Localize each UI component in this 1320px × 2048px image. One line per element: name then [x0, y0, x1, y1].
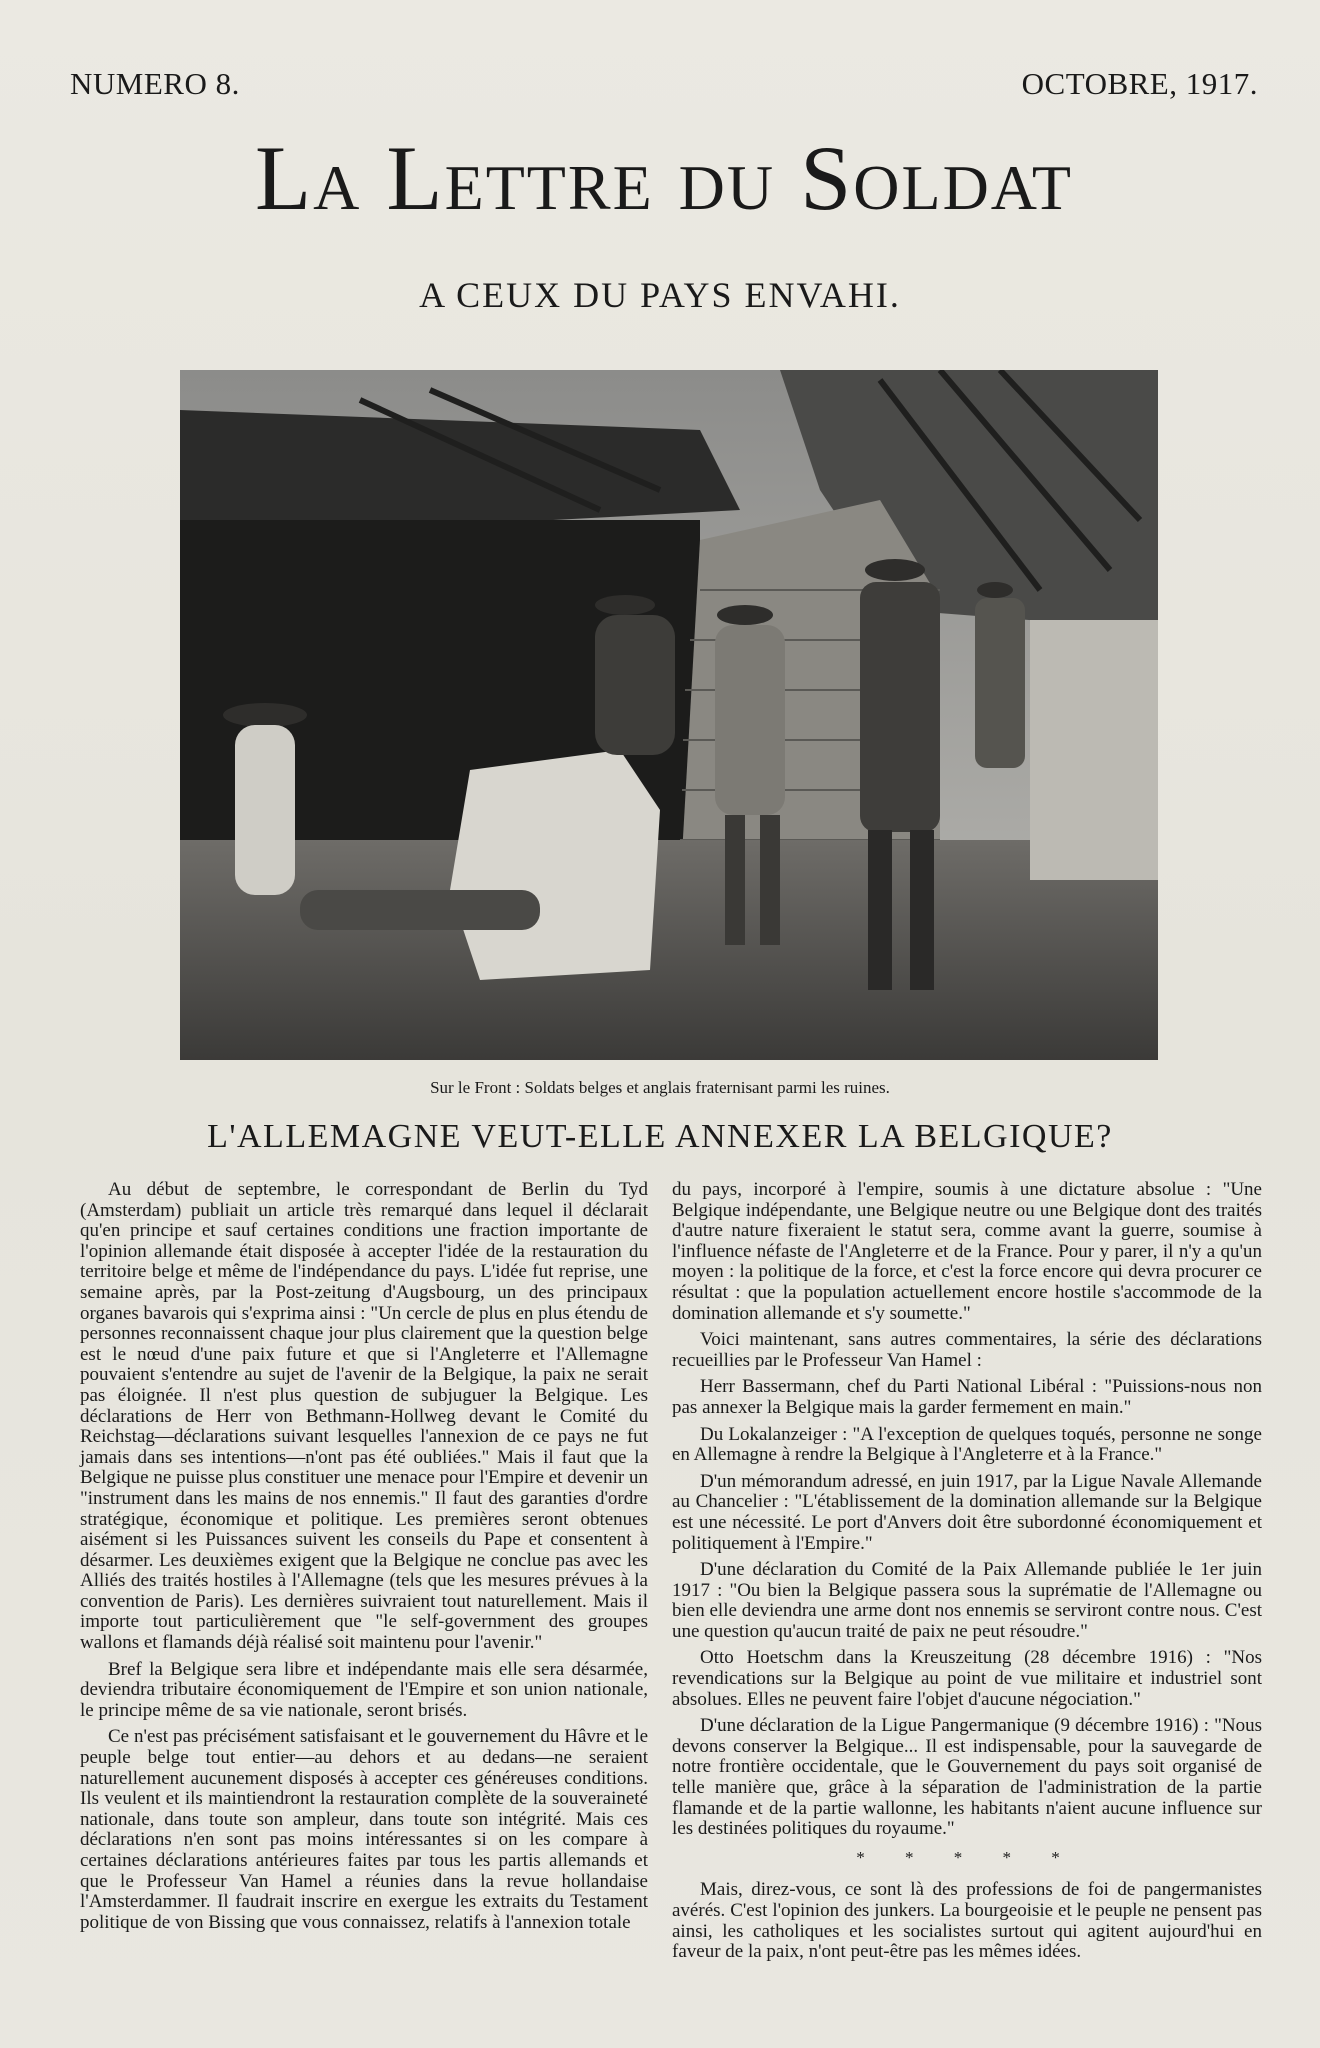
- article-column-right: [672, 1180, 1262, 1969]
- front-photograph: [180, 370, 1158, 1060]
- closing-paragraph: Mais, direz-vous, ce sont là des professions de foi de pangermanistes avérés. C'est l'opinion des junkers. La bourgeoisie et le peuple ne pensent pas ainsi, les catholiques et les socialistes surtout qui agitent aujourd'hui en faveur de la paix, n'ont peut-être pas les mêmes idées.: [672, 1879, 1262, 1963]
- article-column-left: [80, 1180, 648, 1939]
- issue-date: OCTOBRE, 1917.: [1021, 66, 1258, 101]
- masthead-subtitle: A CEUX DU PAYS ENVAHI.: [419, 275, 901, 315]
- article-paragraph: du pays, incorporé à l'empire, soumis à une dictature absolue : "Une Belgique indépendante, une Belgique neutre ou une Belgique dont des traités d'autre nature fixeraient le statut sera, comme avant la guerre, soumise à l'influence néfaste de l'Angleterre et de la France. Pour y parer, il n'y a qu'un moyen : la politique de la force, et c'est la force encore qui devra procurer ce résultat : que la population actuellement encore hostile s'accommode de la domination allemande et s'y soumette.": [672, 1179, 1262, 1324]
- article-paragraph: Otto Hoetschm dans la Kreuszeitung (28 décembre 1916) : "Nos revendications sur la Belgique au point de vue militaire et industriel sont absolues. Elles ne peuvent faire l'objet d'aucune négociation.": [672, 1647, 1262, 1710]
- photo-caption: Sur le Front : Soldats belges et anglais fraternisant parmi les ruines.: [430, 1078, 890, 1097]
- article-paragraph: Du Lokalanzeiger : "A l'exception de quelques toqués, personne ne songe en Allemagne à rendre la Belgique à l'Angleterre et à la France.": [672, 1423, 1262, 1466]
- article-headline: L'ALLEMAGNE VEUT-ELLE ANNEXER LA BELGIQUE?: [207, 1118, 1113, 1155]
- issue-line: [70, 66, 1258, 102]
- section-separator: * * * * *: [856, 1847, 1078, 1867]
- masthead-title: La Lettre du Soldat: [254, 127, 1074, 229]
- article-paragraph: Voici maintenant, sans autres commentaires, la série des déclarations recueillies par le Professeur Van Hamel :: [672, 1329, 1262, 1371]
- soldiers-photo-image: [180, 370, 1158, 1060]
- article-paragraph: Herr Bassermann, chef du Parti National Libéral : "Puissions-nous non pas annexer la Belgique mais la garder fermement en main.": [672, 1376, 1262, 1418]
- article-paragraph: Au début de septembre, le correspondant de Berlin du Tyd (Amsterdam) publiait un article très remarqué dans lequel il déclarait qu'en principe et sauf certaines conditions une fraction importante de l'opinion allemande était disposée à accepter l'idée de la restauration du territoire belge et même de l'indépendance du pays. L'idée fut reprise, une semaine après, par la Post-zeitung d'Augsbourg, un des principaux organes bavarois qui s'exprima ainsi : "Un cercle de plus en plus étendu de personnes reconnaissent chaque jour plus clairement que la question belge est le nœud d'une paix future et que si l'Angleterre et l'Allemagne pouvaient s'entendre au sujet de l'avenir de la Belgique, la paix ne serait pas éloignée. Il n'est plus question de subjuguer la Belgique. Les déclarations de Herr von Bethmann-Hollweg devant le Comité du Reichstag—déclarations suivant lesquelles l'annexion de ce pays ne fut jamais dans ses intentions—n'ont pas été oubliées." Mais il faut que la Belgique ne puisse plus constituer une menace pour l'Empire et devenir un "instrument dans les mains de nos ennemis." Il faut des garanties d'ordre stratégique, économique et politique. Les premières seront obtenues aisément si les Puissances suivent les conseils du Pape et consentent à désarmer. Les deuxièmes exigent que la Belgique ne conclue pas avec les Alliés des traités hostiles à l'Allemagne (tels que les mesures prévues à la convention de Paris). Les dernières suivraient tout naturellement. Mais il importe tout particulièrement que "le self-government des groupes wallons et flamands déjà réalisé soit maintenu pour l'avenir.": [80, 1179, 648, 1654]
- issue-number: NUMERO 8.: [70, 66, 240, 101]
- article-paragraph: D'une déclaration du Comité de la Paix Allemande publiée le 1er juin 1917 : "Ou bien la Belgique passera sous la suprématie de l'Allemagne ou bien elle deviendra une arme dont nos ennemis se serviront contre nous. C'est une question qu'aucun traité de paix ne peut résoudre.": [672, 1559, 1262, 1642]
- article-paragraph: D'un mémorandum adressé, en juin 1917, par la Ligue Navale Allemande au Chancelier : "L'établissement de la domination allemande sur la Belgique est une nécessité. Le port d'Anvers doit être subordonné économiquement et politiquement à l'Empire.": [672, 1470, 1262, 1554]
- article-paragraph: Bref la Belgique sera libre et indépendante mais elle sera désarmée, deviendra tributaire économiquement de l'Empire et son union nationale, le principe même de sa vie nationale, seront brisés.: [80, 1658, 648, 1721]
- article-paragraph: D'une déclaration de la Ligue Pangermanique (9 décembre 1916) : "Nous devons conserver la Belgique... Il est indispensable, pour la sauvegarde de notre frontière occidentale, que le Gouvernement du pays soit organisé de telle manière que, grâce à la séparation de l'administration de la partie flamande et de la partie wallonne, les habitants n'aient aucune influence sur les destinées politiques du royaume.": [672, 1715, 1262, 1840]
- article-paragraph: Ce n'est pas précisément satisfaisant et le gouvernement du Hâvre et le peuple belge tout entier—au dehors et au dedans—ne seraient naturellement aucunement disposés à accepter ces généreuses conditions. Ils veulent et ils maintiendront la restauration complète de la souveraineté nationale, dans toute son ampleur, dans toute son intégrité. Mais ces déclarations n'en sont pas moins intéressantes si on les compare à certaines déclarations antérieures faites par tous les partis allemands et que le Professeur Van Hamel a réunies dans la revue hollandaise l'Amsterdammer. Il faudrait inscrire en exergue les extraits du Testament politique de von Bissing que vous connaissez, relatifs à l'annexion totale: [80, 1726, 648, 1933]
